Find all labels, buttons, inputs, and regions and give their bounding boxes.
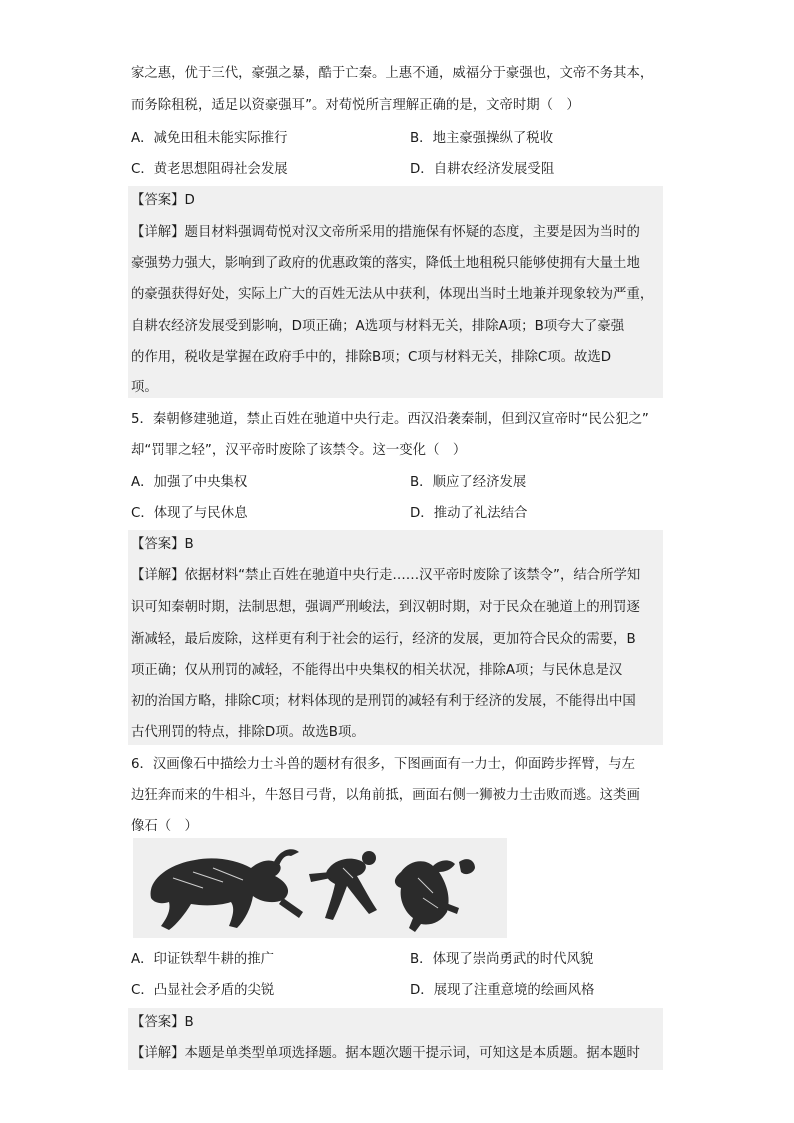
q6-option-d: D．展现了注重意境的绘画风格 xyxy=(410,983,595,998)
q5-option-b: B．顺应了经济发展 xyxy=(410,475,527,490)
q5-option-a: A．加强了中央集权 xyxy=(131,475,248,490)
q5-stem-line-1: 5．秦朝修建驰道，禁止百姓在驰道中央行走。西汉沿袭秦制，但到汉宣帝时“民公犯之” xyxy=(131,412,649,427)
q4-explain-line-1: 【详解】题目材料强调荀悦对汉文帝所采用的措施保有怀疑的态度，主要是因为当时的 xyxy=(131,225,640,240)
q6-option-c: C．凸显社会矛盾的尖锐 xyxy=(131,983,275,998)
q5-explain-line-4: 项正确；仅从刑罚的减轻，不能得出中央集权的相关状况，排除A项；与民休息是汉 xyxy=(131,663,623,678)
q6-option-a: A．印证铁犁牛耕的推广 xyxy=(131,952,275,967)
q6-option-b: B．体现了崇尚勇武的时代风貌 xyxy=(410,952,594,967)
q4-answer: 【答案】D xyxy=(131,193,195,208)
q4-option-d: D．自耕农经济发展受阻 xyxy=(410,162,555,177)
q5-explain-line-3: 渐减轻，最后废除，这样更有利于社会的运行，经济的发展，更加符合民众的需要，B xyxy=(131,632,636,647)
q4-explain-line-6: 项。 xyxy=(131,380,158,395)
q5-stem-line-2: 却“罚罪之轻”，汉平帝时废除了该禁令。这一变化（ ） xyxy=(131,443,467,458)
q4-explain-line-3: 的豪强获得好处，实际上广大的百姓无法从中获利，体现出当时土地兼并现象较为严重， xyxy=(131,287,654,302)
q4-explain-line-2: 豪强势力强大，影响到了政府的优惠政策的落实，降低土地租税只能够使拥有大量土地 xyxy=(131,256,640,271)
han-stone-relief-image xyxy=(133,838,507,938)
q4-option-c: C．黄老思想阻碍社会发展 xyxy=(131,162,288,177)
q4-explain-line-5: 的作用，税收是掌握在政府手中的，排除B项；C项与材料无关，排除C项。故选D xyxy=(131,350,612,365)
q4-stem-line-2: 而务除租税，适足以资豪强耳”。对荀悦所言理解正确的是，文帝时期（ ） xyxy=(131,98,580,113)
q5-option-d: D．推动了礼法结合 xyxy=(410,506,528,521)
q4-explain-line-4: 自耕农经济发展受到影响，D项正确；A选项与材料无关，排除A项；B项夸大了豪强 xyxy=(131,319,625,334)
q6-stem-line-2: 边狂奔而来的牛相斗，牛怒目弓背，以角前抵，画面右侧一狮被力士击败而逃。这类画 xyxy=(131,788,640,803)
q6-explain-line-1: 【详解】本题是单类型单项选择题。据本题次题干提示词，可知这是本质题。据本题时 xyxy=(131,1046,640,1061)
q6-stem-line-3: 像石（ ） xyxy=(131,819,198,834)
q4-option-a: A．减免田租未能实际推行 xyxy=(131,131,288,146)
q4-stem-line-1: 家之惠，优于三代，豪强之暴，酷于亡秦。上惠不通，威福分于豪强也，文帝不务其本， xyxy=(131,66,654,81)
relief-illustration xyxy=(133,838,507,938)
q5-explain-line-5: 初的治国方略，排除C项；材料体现的是刑罚的减轻有利于经济的发展，不能得出中国 xyxy=(131,694,636,709)
q4-option-b: B．地主豪强操纵了税收 xyxy=(410,131,554,146)
q6-stem-line-1: 6．汉画像石中描绘力士斗兽的题材有很多，下图画面有一力士，仰面跨步挥臂，与左 xyxy=(131,757,635,772)
q5-explain-line-2: 识可知秦朝时期，法制思想，强调严刑峻法，到汉朝时期，对于民众在驰道上的刑罚逐 xyxy=(131,600,640,615)
q5-explain-line-1: 【详解】依据材料“禁止百姓在驰道中央行走……汉平帝时废除了该禁令”，结合所学知 xyxy=(131,568,641,583)
q5-option-c: C．体现了与民休息 xyxy=(131,506,248,521)
q6-answer: 【答案】B xyxy=(131,1015,194,1030)
q5-explain-line-6: 古代刑罚的特点，排除D项。故选B项。 xyxy=(131,725,365,740)
q5-answer: 【答案】B xyxy=(131,537,194,552)
